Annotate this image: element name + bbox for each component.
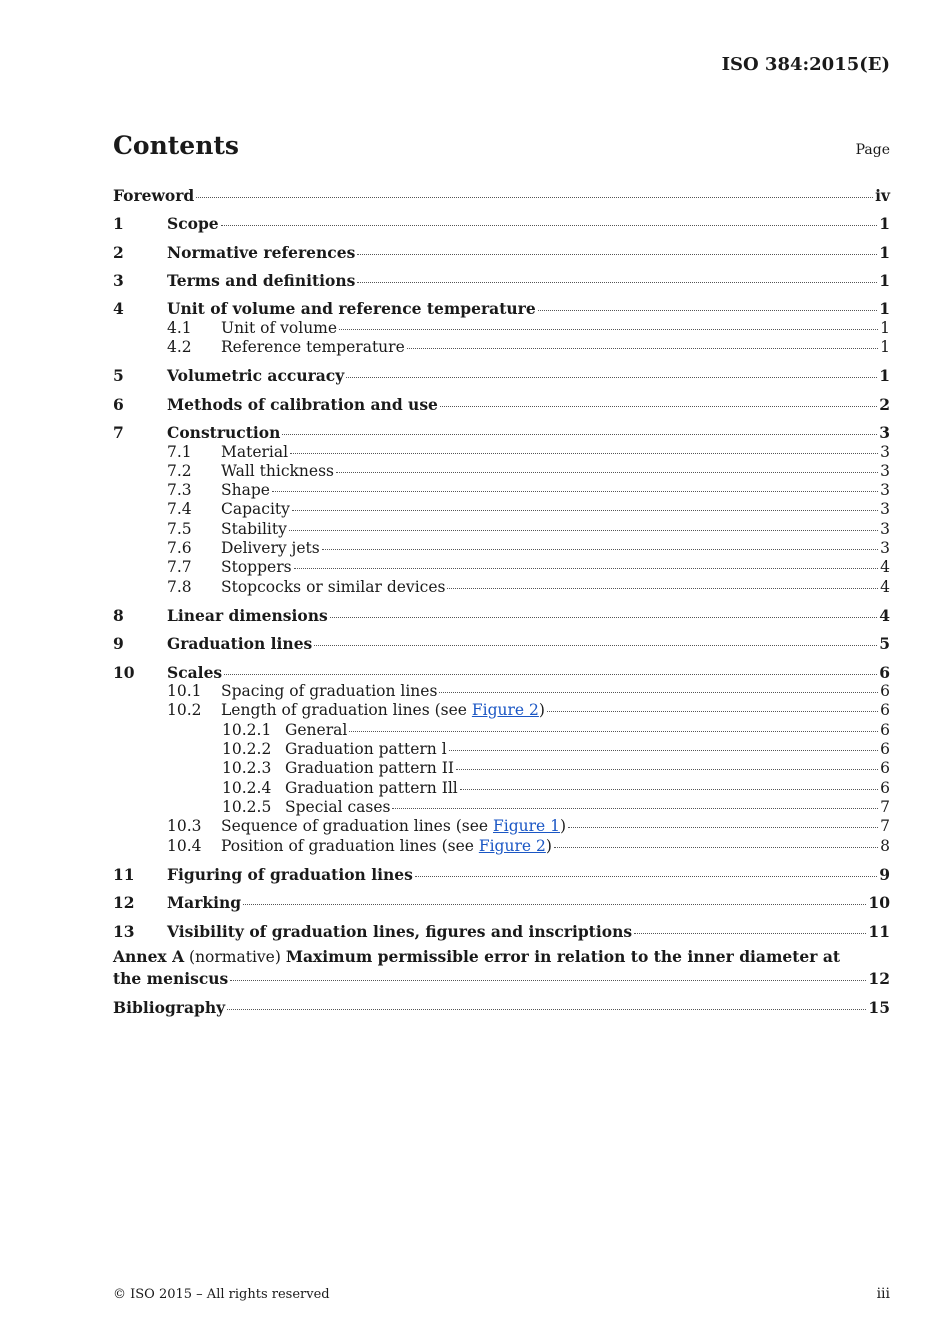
copyright-notice: © ISO 2015 – All rights reserved [113, 1287, 330, 1302]
toc-title: General [285, 721, 348, 739]
toc-title: Scope [167, 214, 219, 233]
toc-page: 6 [880, 721, 890, 739]
toc-page: 6 [880, 740, 890, 758]
toc-title: Bibliography [113, 998, 226, 1017]
figure-1-link[interactable]: Figure 1 [493, 817, 560, 835]
toc-number: 10.1 [167, 682, 202, 700]
dot-leader [392, 808, 878, 809]
toc-entry-11[interactable] [113, 865, 890, 884]
dot-leader [449, 750, 878, 751]
toc-entry-9[interactable] [113, 634, 890, 653]
toc-title: Visibility of graduation lines, figures and inscriptions [167, 922, 633, 941]
toc-page: iv [875, 186, 890, 205]
toc-title: Stability [221, 520, 287, 538]
toc-entry-10-2-3[interactable] [222, 759, 890, 778]
toc-entry-10-2-2[interactable] [222, 740, 890, 759]
dot-leader [456, 769, 878, 770]
dot-leader [357, 254, 877, 255]
toc-entry-10-1[interactable] [167, 682, 890, 701]
dot-leader [357, 282, 877, 283]
toc-page: 10 [868, 893, 890, 912]
toc-page: 1 [879, 214, 890, 233]
toc-number: 7.3 [167, 481, 192, 499]
toc-number: 10.4 [167, 837, 202, 855]
dot-leader [339, 329, 878, 330]
toc-entry-7-1[interactable] [167, 443, 890, 462]
toc-entry-2[interactable] [113, 243, 890, 262]
toc-number: 1 [113, 214, 124, 233]
toc-page: 5 [879, 634, 890, 653]
toc-entry-10-4[interactable] [167, 837, 890, 856]
toc-entry-1[interactable] [113, 214, 890, 233]
toc-title-text: Sequence of graduation lines (see [221, 817, 493, 835]
toc-page: 8 [880, 837, 890, 855]
toc-title-close: ) [560, 817, 567, 835]
toc-number: 7 [113, 423, 124, 442]
toc-title [221, 837, 552, 855]
toc-title [221, 817, 566, 835]
dot-leader [314, 645, 877, 646]
toc-title: Stoppers [221, 558, 292, 576]
toc-number: 3 [113, 271, 124, 290]
toc-entry-10-2[interactable] [167, 701, 890, 720]
toc-number: 6 [113, 395, 124, 414]
dot-leader [292, 510, 878, 511]
toc-number: 4.1 [167, 319, 192, 337]
dot-leader [221, 225, 878, 226]
dot-leader [407, 348, 878, 349]
toc-page: 9 [879, 865, 890, 884]
page-number: iii [876, 1286, 890, 1302]
toc-entry-7-5[interactable] [167, 520, 890, 539]
toc-entry-annex-a-line1[interactable] [113, 947, 840, 966]
toc-page: 3 [880, 462, 890, 480]
toc-entry-annex-a-line2[interactable] [113, 969, 890, 988]
dot-leader [289, 530, 878, 531]
toc-number: 7.8 [167, 578, 192, 596]
toc-page: 15 [868, 998, 890, 1017]
toc-title: Reference temperature [221, 338, 405, 356]
toc-entry-10-2-4[interactable] [222, 779, 890, 798]
dot-leader [346, 377, 877, 378]
toc-number: 10.2.1 [222, 721, 272, 739]
dot-leader [272, 491, 878, 492]
dot-leader [336, 472, 878, 473]
toc-page: 2 [879, 395, 890, 414]
toc-number: 10.2.3 [222, 759, 272, 777]
toc-title: Linear dimensions [167, 606, 328, 625]
toc-entry-7-6[interactable] [167, 539, 890, 558]
toc-page: 7 [880, 798, 890, 816]
toc-number: 10.2.4 [222, 779, 272, 797]
dot-leader [554, 847, 878, 848]
dot-leader [227, 1009, 866, 1010]
toc-title: Scales [167, 663, 223, 682]
dot-leader [538, 310, 878, 311]
annex-label: Annex A [113, 947, 185, 966]
toc-entry-4-1[interactable] [167, 319, 890, 338]
toc-entry-10-2-5[interactable] [222, 798, 890, 817]
toc-page: 1 [880, 319, 890, 337]
toc-number: 10 [113, 663, 135, 682]
toc-title: Volumetric accuracy [167, 366, 345, 385]
dot-leader [439, 692, 878, 693]
toc-title: Delivery jets [221, 539, 320, 557]
toc-title: Wall thickness [221, 462, 334, 480]
toc-entry-10-3[interactable] [167, 817, 890, 836]
toc-page: 4 [880, 558, 890, 576]
toc-number: 7.6 [167, 539, 192, 557]
toc-title: Methods of calibration and use [167, 395, 438, 414]
toc-number: 11 [113, 865, 135, 884]
toc-title [221, 701, 545, 719]
toc-number: 10.2.2 [222, 740, 272, 758]
dot-leader [568, 827, 878, 828]
dot-leader [547, 711, 878, 712]
toc-page: 1 [879, 299, 890, 318]
toc-number: 4 [113, 299, 124, 318]
dot-leader [322, 549, 878, 550]
toc-title: Figuring of graduation lines [167, 865, 413, 884]
dot-leader [447, 588, 878, 589]
dot-leader [294, 568, 879, 569]
toc-number: 9 [113, 634, 124, 653]
toc-page: 11 [868, 922, 890, 941]
toc-number: 7.2 [167, 462, 192, 480]
dot-leader [349, 731, 878, 732]
toc-number: 7.1 [167, 443, 192, 461]
toc-title: Foreword [113, 186, 195, 205]
toc-page: 12 [868, 969, 890, 988]
dot-leader [243, 904, 866, 905]
dot-leader [290, 453, 878, 454]
dot-leader [282, 434, 877, 435]
toc-title-text: Length of graduation lines (see [221, 701, 472, 719]
toc-title: Graduation pattern II [285, 759, 454, 777]
toc-title: Unit of volume [221, 319, 338, 337]
toc-entry-4-2[interactable] [167, 338, 890, 357]
toc-title: Graduation lines [167, 634, 313, 653]
dot-leader [230, 980, 866, 981]
toc-page: 4 [880, 578, 890, 596]
annex-title: Maximum permissible error in relation to the inner diameter at [285, 947, 841, 966]
toc-page: 6 [879, 663, 890, 682]
toc-page: 6 [880, 701, 890, 719]
toc-title: Construction [167, 423, 281, 442]
toc-page: 1 [879, 366, 890, 385]
toc-number: 10.3 [167, 817, 202, 835]
toc-number: 4.2 [167, 338, 192, 356]
toc-entry-12[interactable] [113, 893, 890, 912]
toc-title: Shape [221, 481, 270, 499]
toc-page: 3 [880, 481, 890, 499]
toc-entry-7-3[interactable] [167, 481, 890, 500]
toc-number: 12 [113, 893, 135, 912]
figure-2-link[interactable]: Figure 2 [471, 701, 539, 719]
dot-leader [224, 674, 877, 675]
toc-page: 3 [880, 520, 890, 538]
toc-page: 6 [880, 779, 890, 797]
toc-title-close: ) [545, 837, 552, 855]
toc-title: Capacity [221, 500, 290, 518]
toc-number: 2 [113, 243, 124, 262]
figure-2-link[interactable]: Figure 2 [478, 837, 546, 855]
toc-number: 7.4 [167, 500, 192, 518]
annex-type: (normative) [189, 948, 281, 966]
toc-title-text: Position of graduation lines (see [221, 837, 479, 855]
toc-number: 7.5 [167, 520, 192, 538]
toc-entry-8[interactable] [113, 606, 890, 625]
toc-page: 3 [880, 539, 890, 557]
toc-title: Unit of volume and reference temperature [167, 299, 536, 318]
toc-number: 7.7 [167, 558, 192, 576]
toc-number: 10.2 [167, 701, 202, 719]
toc-entry-bibliography[interactable] [113, 998, 890, 1017]
document-id: ISO 384:2015(E) [721, 54, 890, 75]
toc-entry-13[interactable] [113, 922, 890, 941]
toc-page: 6 [880, 682, 890, 700]
toc-page: 7 [880, 817, 890, 835]
dot-leader [330, 617, 877, 618]
toc-entry-5[interactable] [113, 366, 890, 385]
toc-page: 1 [879, 271, 890, 290]
toc-entry-7-2[interactable] [167, 462, 890, 481]
toc-page: 1 [879, 243, 890, 262]
toc-title: Graduation pattern Ill [285, 779, 458, 797]
toc-entry-7-7[interactable] [167, 558, 890, 577]
toc-entry-3[interactable] [113, 271, 890, 290]
toc-entry-6[interactable] [113, 395, 890, 414]
toc-entry-foreword[interactable] [113, 186, 890, 205]
toc-page: 3 [880, 500, 890, 518]
toc-page: 4 [879, 606, 890, 625]
toc-entry-7[interactable] [113, 423, 890, 442]
toc-title-close: ) [538, 701, 545, 719]
toc-number: 10.2.5 [222, 798, 272, 816]
page-column-label: Page [855, 142, 890, 158]
toc-entry-4[interactable] [113, 299, 890, 318]
toc-number: 8 [113, 606, 124, 625]
dot-leader [460, 789, 878, 790]
toc-page: 3 [880, 443, 890, 461]
toc-title: Terms and definitions [167, 271, 356, 290]
dot-leader [196, 197, 873, 198]
annex-title-continued: the meniscus [113, 969, 229, 988]
toc-title: Normative references [167, 243, 356, 262]
toc-number: 13 [113, 922, 135, 941]
toc-title: Special cases [285, 798, 391, 816]
contents-title: Contents [113, 131, 240, 160]
dot-leader [440, 406, 877, 407]
toc-entry-10[interactable] [113, 663, 890, 682]
toc-title: Material [221, 443, 289, 461]
toc-entry-7-4[interactable] [167, 500, 890, 519]
toc-entry-7-8[interactable] [167, 578, 890, 597]
toc-title: Stopcocks or similar devices [221, 578, 446, 596]
toc-title: Spacing of graduation lines [221, 682, 438, 700]
toc-title: Graduation pattern l [285, 740, 447, 758]
dot-leader [634, 933, 866, 934]
toc-page: 3 [879, 423, 890, 442]
toc-number: 5 [113, 366, 124, 385]
toc-entry-10-2-1[interactable] [222, 721, 890, 740]
toc-page: 6 [880, 759, 890, 777]
toc-page: 1 [880, 338, 890, 356]
toc-title: Marking [167, 893, 242, 912]
dot-leader [415, 876, 877, 877]
